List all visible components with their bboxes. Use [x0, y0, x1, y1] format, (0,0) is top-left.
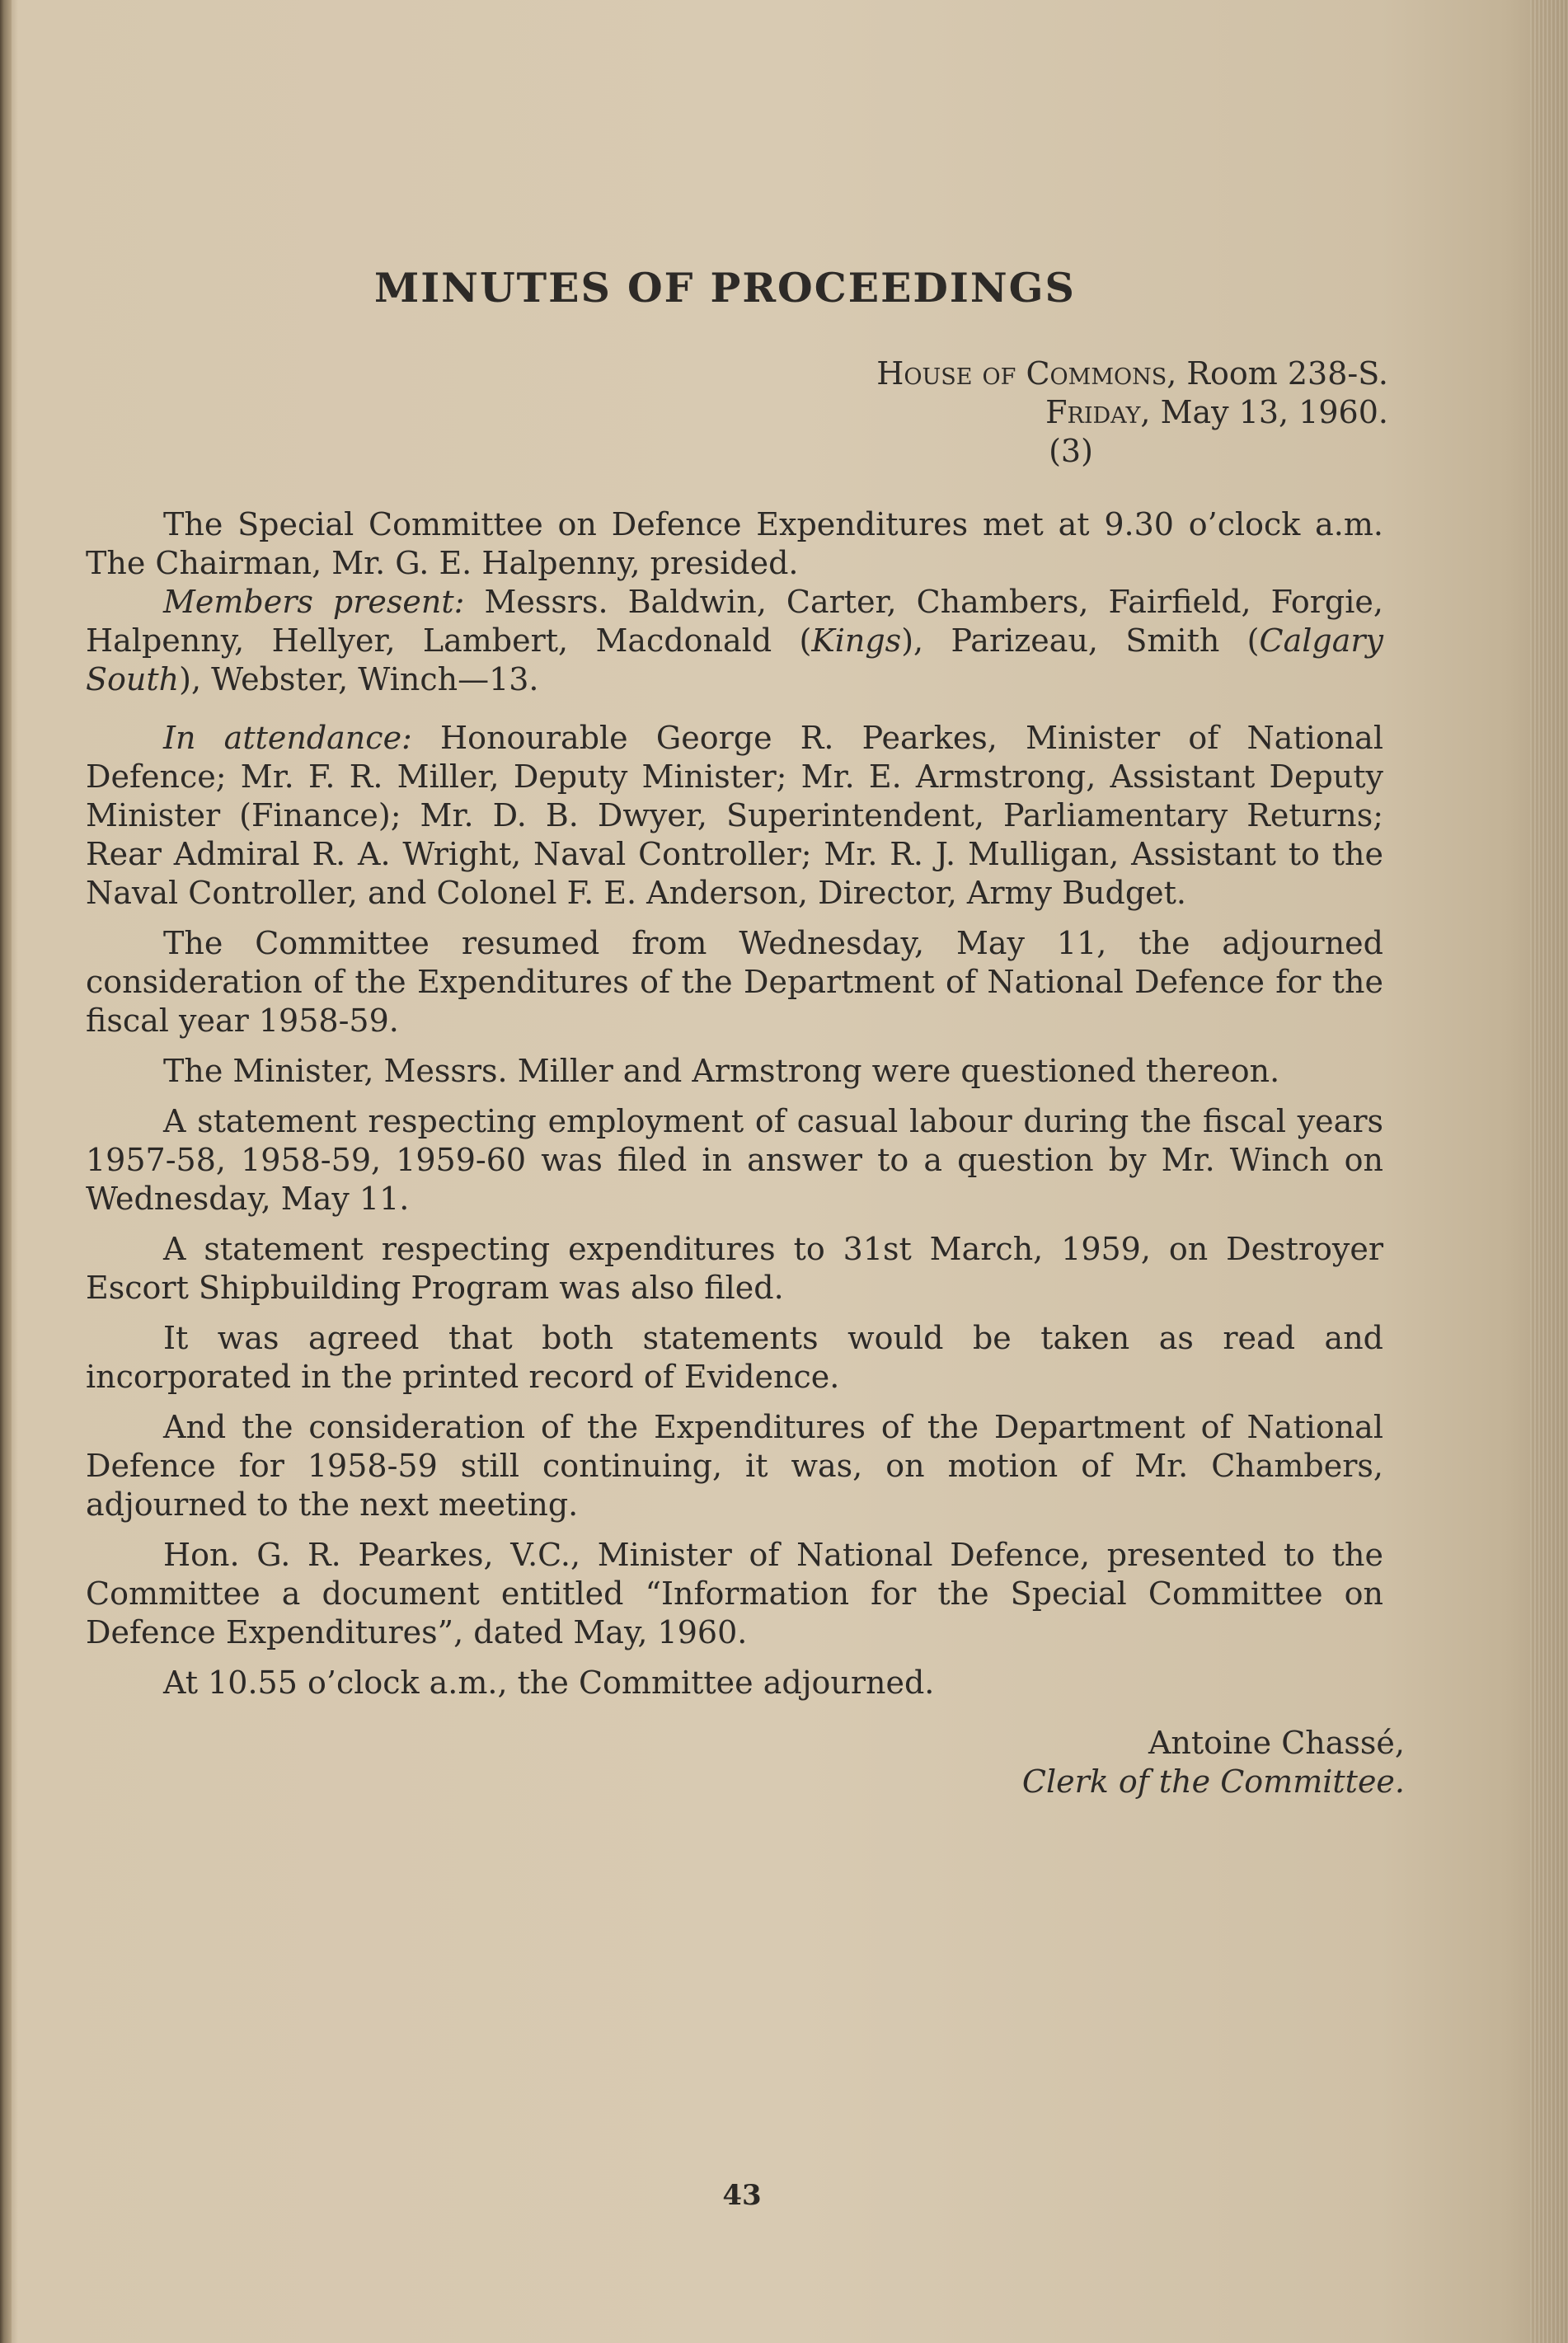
room-label: , Room 238-S. [1167, 355, 1388, 392]
clerk-name: Antoine Chassé, [1148, 1725, 1405, 1761]
book-spine-shadow [0, 0, 12, 2343]
sitting-number: (3) [1049, 433, 1093, 469]
members-present-label: Members present: [163, 584, 465, 620]
opening-paragraph: The Special Committee on Defence Expenditures met at 9.30 o’clock a.m. The Chairman, Mr. G. E. Halpenny, presided. [86, 506, 1383, 581]
sitting-venue [737, 355, 1388, 432]
document-presented-paragraph: Hon. G. R. Pearkes, V.C., Minister of National Defence, presented to the Committee a document entitled “Information for the Special Committee on Defence Expenditures”, dated May, 1960. [86, 1537, 1383, 1650]
adjournment-motion-paragraph: And the consideration of the Expenditures of the Department of National Defence for 1958-59 still continuing, it was, on motion of Mr. Chambers, adjourned to the next meeting. [86, 1409, 1383, 1523]
shipbuilding-statement-paragraph: A statement respecting expenditures to 31st March, 1959, on Destroyer Escort Shipbuilding Program was also filed. [86, 1231, 1383, 1306]
members-present-text: Messrs. Baldwin, Carter, Chambers, Fairfield, Forgie, Halpenny, Hellyer, Lambert, Macdonald ( [86, 584, 1383, 659]
committee-resumed-paragraph: The Committee resumed from Wednesday, May 11, the adjourned consideration of the Expenditures of the Department of National Defence for the fiscal year 1958-59. [86, 925, 1383, 1039]
page-number: 43 [722, 2179, 762, 2212]
clerk-signature-block [902, 1724, 1405, 1801]
statements-incorporated-paragraph: It was agreed that both statements would be taken as read and incorporated in the printed record of Evidence. [86, 1320, 1383, 1395]
clerk-role: Clerk of the Committee. [1021, 1763, 1405, 1800]
committee-adjourned-paragraph: At 10.55 o’clock a.m., the Committee adjourned. [163, 1665, 935, 1701]
in-attendance-text: Honourable George R. Pearkes, Minister of National Defence; Mr. F. R. Miller, Deputy Minister; Mr. E. Armstrong, Assistant Deputy Minister (Finance); Mr. D. B. Dwyer, Superintendent, Parliamentary Returns; Rear Admiral R. A. Wright, Naval Controller; Mr. R. J. Mulligan, Assistant to the Naval Controller, and Colonel F. E. Anderson, Director, Army Budget. [86, 720, 1383, 911]
casual-labour-statement-paragraph: A statement respecting employment of casual labour during the fiscal years 1957-58, 1958-59, 1959-60 was filed in answer to a question by Mr. Winch on Wednesday, May 11. [86, 1103, 1383, 1217]
in-attendance-paragraph [86, 719, 1383, 913]
calgary-south-label: Calgary South [86, 622, 1384, 697]
page-title: MINUTES OF PROCEEDINGS [374, 264, 1076, 312]
members-present-paragraph [86, 583, 1383, 699]
date-label: , May 13, 1960. [1140, 394, 1388, 430]
questioned-paragraph: The Minister, Messrs. Miller and Armstrong were questioned thereon. [163, 1053, 1280, 1089]
house-label: House of Commons [876, 355, 1167, 392]
page-edge-lines [1530, 0, 1568, 2343]
house-room-line [737, 355, 1388, 393]
members-present-text-3: ), Webster, Winch—13. [179, 661, 539, 697]
minutes-text-column [86, 264, 1405, 1801]
in-attendance-label: In attendance: [163, 720, 412, 756]
date-line [737, 393, 1388, 432]
day-label: Friday [1045, 394, 1141, 430]
members-present-text-2: ), Parizeau, Smith ( [901, 622, 1260, 659]
kings-label: Kings [811, 622, 902, 659]
